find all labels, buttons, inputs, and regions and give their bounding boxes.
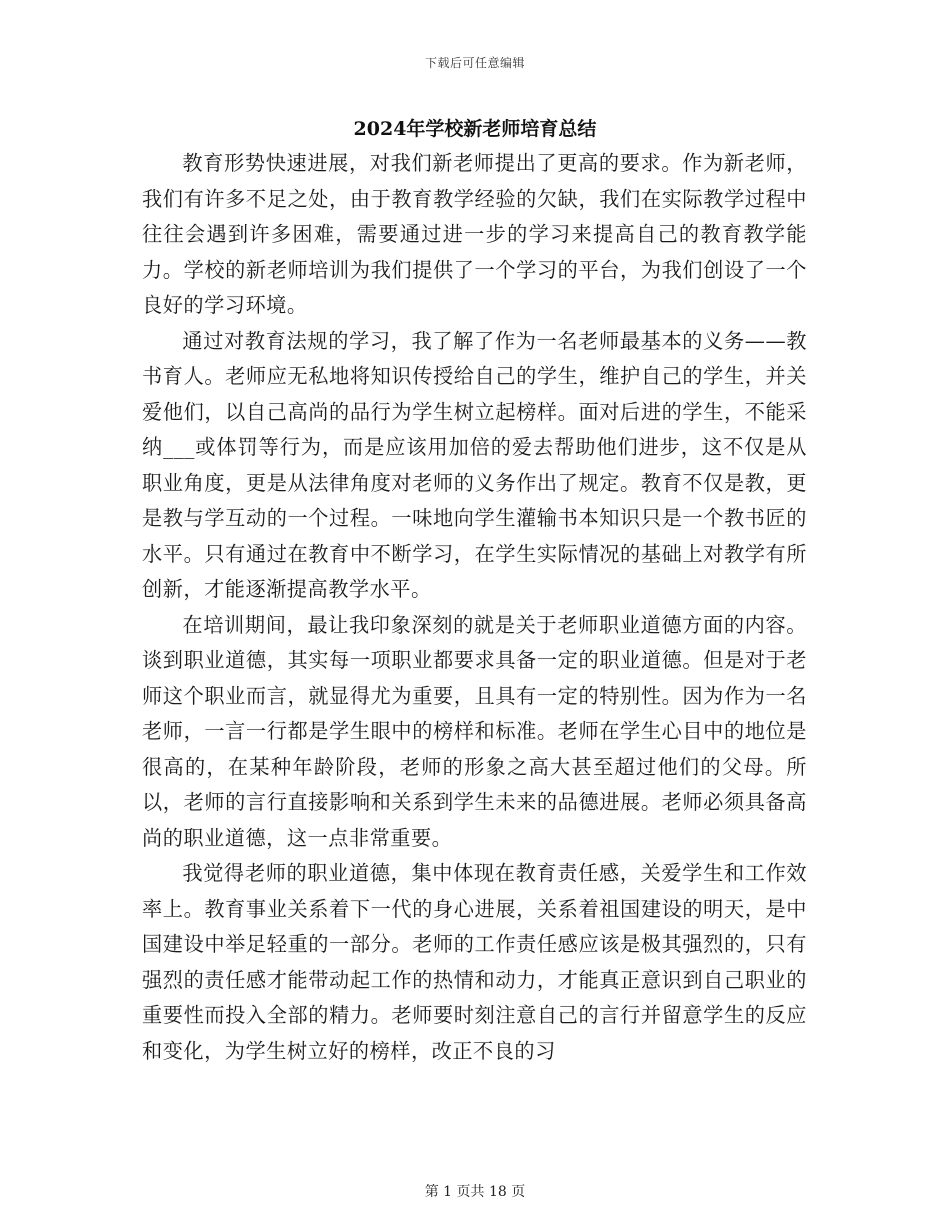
document-title: 2024年学校新老师培育总结 — [353, 118, 597, 140]
paragraph: 通过对教育法规的学习，我了解了作为一名老师最基本的义务——教书育人。老师应无私地将知识传授给自己的学生，维护自己的学生，并关爱他们，以自己高尚的品行为学生树立起榜样。面对后进的学生，不能采纳___或体罚等行为，而是应该用加倍的爱去帮助他们进步，这不仅是从职业角度，更是从法律角度对老师的义务作出了规定。教育不仅是教，更是教与学互动的一个过程。一味地向学生灌输书本知识只是一个教书匠的水平。只有通过在教育中不断学习，在学生实际情况的基础上对教学有所创新，才能逐渐提高教学水平。 — [142, 328, 807, 601]
paragraph: 教育形势快速进展，对我们新老师提出了更高的要求。作为新老师，我们有许多不足之处，由于教育教学经验的欠缺，我们在实际教学过程中往往会遇到许多困难，需要通过进一步的学习来提高自己的教育教学能力。学校的新老师培训为我们提供了一个学习的平台，为我们创设了一个良好的学习环境。 — [142, 151, 807, 317]
header-note: 下载后可任意编辑 — [424, 56, 525, 70]
paragraph: 在培训期间，最让我印象深刻的就是关于老师职业道德方面的内容。谈到职业道德，其实每一项职业都要求具备一定的职业道德。但是对于老师这个职业而言，就显得尤为重要，且具有一定的特别性。因为作为一名老师，一言一行都是学生眼中的榜样和标准。老师在学生心目中的地位是很高的，在某种年龄阶段，老师的形象之高大甚至超过他们的父母。所以，老师的言行直接影响和关系到学生未来的品德进展。老师必须具备高尚的职业道德，这一点非常重要。 — [142, 612, 807, 850]
document-body — [142, 146, 807, 1069]
paragraph: 我觉得老师的职业道德，集中体现在教育责任感，关爱学生和工作效率上。教育事业关系着下一代的身心进展，关系着祖国建设的明天，是中国建设中举足轻重的一部分。老师的工作责任感应该是极其强烈的，只有强烈的责任感才能带动起工作的热情和动力，才能真正意识到自己职业的重要性而投入全部的精力。老师要时刻注意自己的言行并留意学生的反应和变化，为学生树立好的榜样，改正不良的习 — [142, 861, 807, 1063]
page-number: 第 1 页共 18 页 — [424, 1184, 526, 1200]
